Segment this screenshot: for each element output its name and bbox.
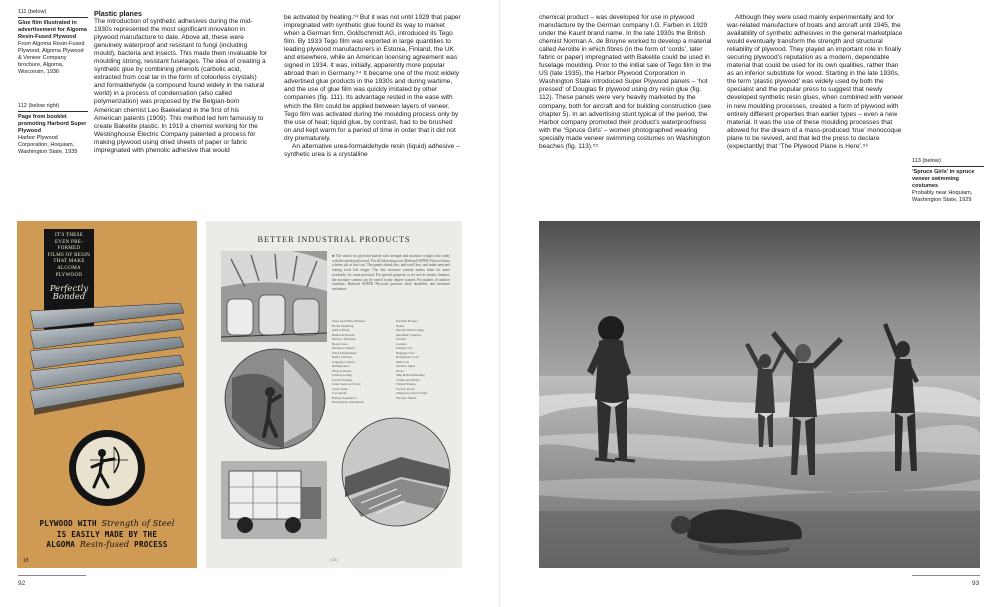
archer-emblem xyxy=(69,430,145,506)
caption-source: From Algoma Resin-Fused Plywood, Algoma Plywood & Veneer Company brochure, Algoma, Wisconsin, 1936 xyxy=(18,40,85,75)
booklet-use-item: Booth Panelling xyxy=(332,323,354,328)
ad-script-slogan: Perfectly Bonded xyxy=(49,284,89,302)
booklet-use-item: Chair Seats and Seats xyxy=(332,382,361,386)
booklet-use-item: Radio Cabinets xyxy=(332,355,353,359)
booklet-use-item: Outdoor Furniture xyxy=(332,337,357,341)
spread-gutter xyxy=(499,0,501,607)
booklet-intro-text: ■ The search for plywood panels with strength and moisture weight ratio today with the modern plywood. For all fabricating uses Harbord SUPER Plywood does a better job at low cost. The panels shrink less, and swell less, and make neat and cutting tools last longer. The fine moisture content makes them far more workable, for some practical. For special purposes or for use in certain climates, the moisture content can be varied to any degree wanted. For makers of outdoor furniture, Harbord SUPER Plywood presents ideal durability and moisture resistance. xyxy=(332,254,450,291)
body-paragraph: chemical product – was developed for use in plywood manufacture by the German company I.G. Farben in 1929 under the Kaurit brand name. In the late 1930s the British chemist Norman A. de Bruyne worked to develop a material called Aerolite in which fibres (in the form of ‘cords’, later fabric or paper) impregnated with Bakelite could be used in fuselage moulding. Prior to the initial sale of Tego film in the US (late 1935), the Harbor Plywood Corporation in Washington State introduced Super Plywood panels – ‘hot pressed’ of Douglas fir plywood using dry resin glue (fig. 112). These panels were very heavily marketed by the company, both for aircraft and for building construction (see chapter 5). In an advertising stunt typical of the period, the Harbor company promoted their product’s waterproofness with the ‘Spruce Girls’ – women photographed wearing specially made veneer swimming costumes on Washington beaches (fig. 113).⁵⁵ xyxy=(539,14,712,150)
folio-rule-left xyxy=(18,575,86,576)
booklet-uses-column xyxy=(396,319,450,405)
booklet-use-item: Framed Pianos xyxy=(396,382,416,386)
body-paragraph: An alternative urea-formaldehyde resin (liquid) adhesive – synthetic urea is a crystalline xyxy=(284,142,460,158)
text-column-2 xyxy=(284,14,461,159)
booklet-use-item: Mail Cars xyxy=(396,359,410,364)
harbord-booklet-page xyxy=(206,221,462,568)
caption-111 xyxy=(18,9,88,76)
booklet-use-item: Cabinet Lining xyxy=(332,373,352,377)
page-number-right: 93 xyxy=(972,580,980,587)
caption-title: Glue film illustrated in advertisement for Algoma Resin-Fused Plywood xyxy=(18,19,87,40)
booklet-use-item: Refrigerator Cars xyxy=(396,355,419,359)
algoma-advertisement xyxy=(17,221,197,568)
ad-slogan-text: ALGOMA xyxy=(46,540,76,550)
caption-title: ‘Spruce Girls’ in spruce veneer swimming costumes xyxy=(912,168,975,189)
booklet-use-item: Refrigerators xyxy=(332,364,350,368)
booklet-use-item: Elevator Shafts xyxy=(396,395,417,400)
ad-headline-line: IT'S THESE xyxy=(54,233,84,238)
caption-113 xyxy=(912,158,984,204)
booklet-use-item: Luggage Carriers xyxy=(332,359,355,364)
ad-slogan-script: Resin-fused xyxy=(79,540,130,550)
booklet-use-item: Electric Hand Lining xyxy=(396,328,424,332)
booklet-use-item: Curved Frames xyxy=(332,377,353,382)
caption-112 xyxy=(18,103,88,156)
body-paragraph: be activated by heating.⁵³ But it was not until 1929 that paper impregnated with synthetic glue found its way to market when a German firm, Goldschmidt AG, introduced its Tego film. By 1933 Tego film was exported in large quantities to leading plywood manufacturers in Estonia, Finland, the UK and elsewhere, while an American licensing agreement was signed in 1934. It was, initially, apparently more popular abroad than in Germany.⁵⁴ It became one of the most widely advertised glue products in the 1930s and during wartime, and the use of glue film was quickly imitated by other companies (fig. 111). Its advantage rested in the ease with which the film could be applied between layers of veneer. Tego film was activated during the moulding process only by the use of heat; liquid glue, by contrast, had to be brushed on and kept warm for a period of time in order that it did not dry prematurely. xyxy=(284,14,461,142)
booklet-use-item: Book Cases xyxy=(332,341,348,346)
booklet-use-item: Desks xyxy=(396,323,405,328)
booklet-title: BETTER INDUSTRIAL PRODUCTS xyxy=(257,235,411,244)
booklet-use-item: Battery Separators xyxy=(332,395,357,400)
booklet-use-item: Store and Office Fixtures xyxy=(332,319,366,323)
ad-slogan-text: IS EASILY MADE BY THE xyxy=(56,529,158,539)
ad-headline-line: FILMS OF RESIN xyxy=(47,252,91,258)
booklet-use-item: Ballroom Boards xyxy=(332,332,355,337)
booklet-use-item: School Equipment xyxy=(332,350,357,355)
ad-headline-line: EVEN PRE-FORMED xyxy=(54,239,84,252)
caption-source: Harbor Plywood Corporation, Hoquiam, Washington State, 1935 xyxy=(18,134,78,155)
booklet-use-item: Ship & Boat Building xyxy=(396,373,425,377)
plywood-boards-illustration xyxy=(30,303,184,423)
body-paragraph: The introduction of synthetic adhesives during the mid-1930s represented the most significant innovation in plywood manufacture to date. Above all, these were genuinely waterproof and resistant to fungi (including mould), bacteria and insects. This made them invaluable for moulding strong, resistant fuselages. The idea of creating a synthetic glue by combining phenols (carbolic acid, extracted from coal tar in the form of colourless crystals) and formaldehyde (a compound found widely in the natural world) in a process of condensation (also called polymerization) was proposed by the Belgian-born American chemist Leo Baekeland in the first of his American patents (1909). This method led him famously to create Bakelite plastic. In 1919 a chemist working for the Westinghouse Electric Company patented a process for making plywood using dried sheets of paper or fabric impregnated with phenolic adhesive that would xyxy=(94,18,268,154)
archer-icon xyxy=(76,437,138,499)
text-column-4 xyxy=(727,14,905,151)
booklet-use-item: Kitchen Cabinets xyxy=(332,346,355,350)
booklet-use-item: Temporary Store Fronts xyxy=(396,391,428,395)
caption-source: Probably near Hoquiam, Washington State, 1929 xyxy=(912,189,973,203)
truck-body-photo xyxy=(221,461,327,539)
airplane-cabin-photo xyxy=(221,251,327,342)
caption-rule xyxy=(912,166,984,167)
booklet-use-item: Trunks and Boxes xyxy=(396,377,420,382)
body-paragraph: Although they were used mainly experimentally and for war-related manufacture of boats and aircraft until 1945, the availability of synthetic adhesives in the general marketplace would eventually transform the strength and structural reliability of plywood. They played an important role in finally securing plywood’s reputation as a modern, dependable material that could be used for its own qualities, rather than as an inferior substitute for wood. Starting in the late 1930s, the term ‘plastic plywood’ was widely used by both the specialist and the popular press to suggest that newly developed synthetic resin glues, when combined with veneer in new moulding processes, created a form of plywood with entirely different properties than earlier types – even a new material. It was the use of these moulding processes that allowed for the dream of a mass-produced ‘true’ monocoque plane to be revived, and that led the press to declare (expectantly) that ‘The Plywood Plane is Here’.⁵⁶ xyxy=(727,14,904,150)
worker-circle-photo xyxy=(224,348,326,450)
caption-rule xyxy=(18,111,88,112)
ad-slogan-text: PROCESS xyxy=(134,540,168,550)
ad-slogan xyxy=(21,519,193,551)
page-number-left: 92 xyxy=(18,580,26,587)
booklet-use-item: Bus Keepers Equipment xyxy=(332,400,365,404)
booklet-use-item: Freight Cars xyxy=(396,346,413,350)
folio-rule-right xyxy=(912,575,980,576)
booklet-use-item: Screens xyxy=(396,337,407,341)
spruce-girls-beach-photo xyxy=(539,221,980,568)
text-column-1 xyxy=(94,9,268,155)
ad-slogan-script: Strength of Steel xyxy=(101,519,175,528)
booklet-uses-column xyxy=(332,319,386,405)
caption-title: Page from booklet promoting Harbord Super Plywood xyxy=(18,113,87,134)
ad-headline-line: THAT MAKE ALGOMA PLYWOOD xyxy=(53,259,85,278)
text-column-3 xyxy=(539,14,716,151)
booklet-use-item: Lockers xyxy=(396,341,407,346)
booklet-use-item: Mirror Backs xyxy=(332,328,350,332)
booklet-use-item: Portable Houses xyxy=(396,319,418,323)
booklet-use-item: Truck Sides xyxy=(332,386,348,391)
section-heading: Plastic planes xyxy=(94,9,142,18)
booklet-uses-list xyxy=(332,319,450,405)
ad-slogan-text: PLYWOOD WITH xyxy=(39,519,97,528)
booklet-use-item: Display Boxes xyxy=(332,368,352,373)
booklet-use-item: Baggage Cars xyxy=(396,350,415,355)
booklet-use-item: Outdoor Signs xyxy=(396,364,416,368)
booklet-use-item: Factory Roofs xyxy=(396,386,415,391)
caption-number: 111 (below) xyxy=(18,9,47,15)
building-circle-photo xyxy=(341,417,451,527)
caption-number: 112 (below right) xyxy=(18,103,60,109)
caption-rule xyxy=(18,17,88,18)
booklet-use-item: Cars Roofs xyxy=(332,391,347,395)
caption-number: 113 (below) xyxy=(912,158,941,164)
ad-page-number: 18 xyxy=(23,558,29,564)
booklet-use-item: Doors xyxy=(396,368,405,373)
booklet-folio: [ 10 ] xyxy=(330,558,338,562)
booklet-use-item: Machinery Shelves xyxy=(396,332,422,337)
